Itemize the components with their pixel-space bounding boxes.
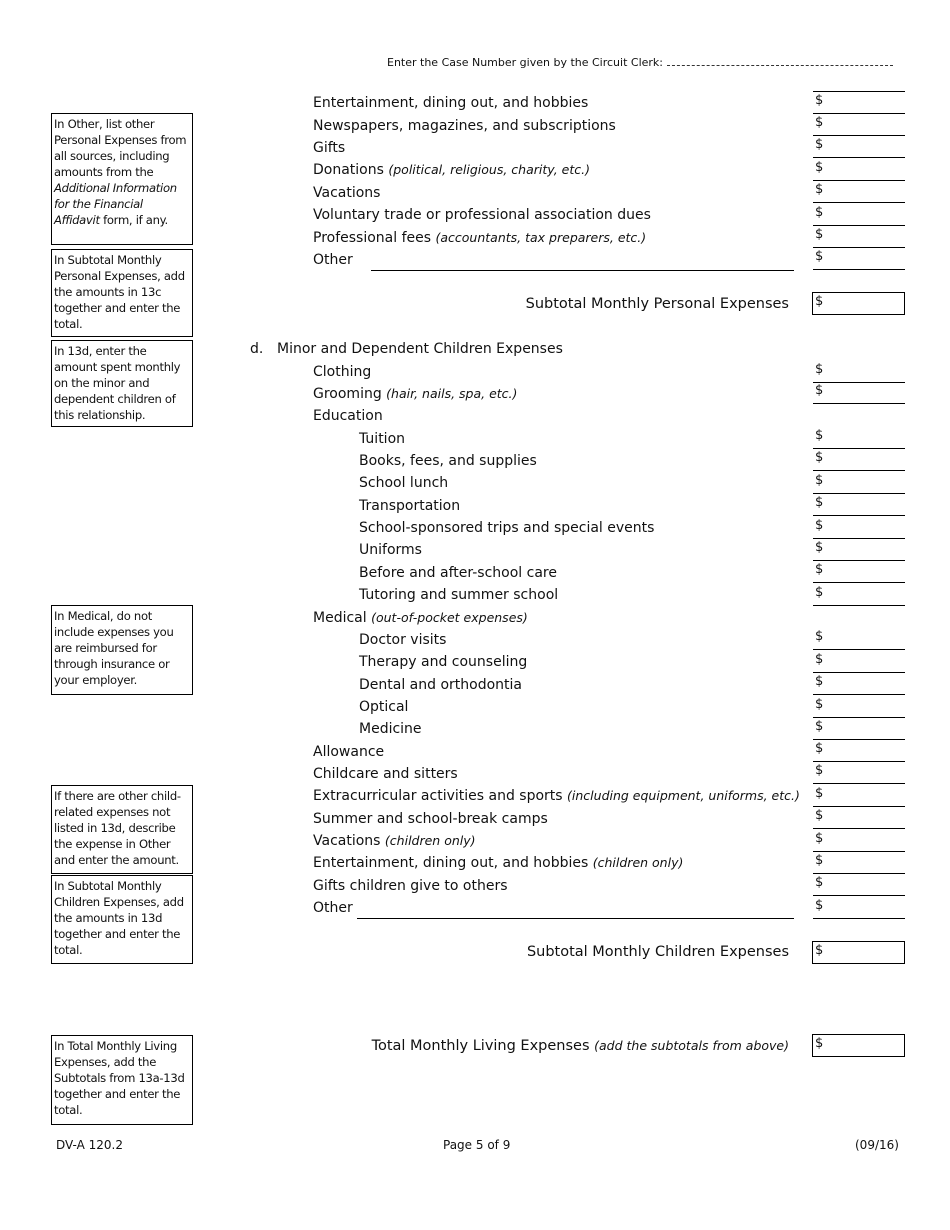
amount-therapy[interactable]: $ (813, 651, 905, 673)
label-other-children: Other (313, 900, 353, 916)
note-subtotal-children: In Subtotal Monthly Children Expenses, add the amounts in 13d together and enter the total. (51, 875, 193, 964)
amount-afterschool-care[interactable]: $ (813, 561, 905, 583)
amount-uniforms[interactable]: $ (813, 539, 905, 561)
amount-child-entertainment[interactable]: $ (813, 852, 905, 874)
other-children-description-field[interactable] (357, 917, 794, 919)
subtotal-children-label: Subtotal Monthly Children Expenses (526, 944, 789, 960)
label-clothing: Clothing (313, 364, 372, 380)
subtotal-personal-amount[interactable]: $ (812, 292, 905, 315)
label-dental: Dental and orthodontia (359, 677, 522, 693)
label-medicine: Medicine (359, 721, 422, 737)
label-other-personal: Other (313, 252, 353, 268)
label-school-trips: School-sponsored trips and special events (359, 520, 655, 536)
amount-other-personal[interactable]: $ (813, 248, 905, 270)
amount-professional-fees[interactable]: $ (813, 226, 905, 248)
amount-medicine[interactable]: $ (813, 718, 905, 740)
label-gifts: Gifts (313, 140, 346, 156)
case-number-prompt (387, 55, 893, 69)
amount-child-gifts[interactable]: $ (813, 874, 905, 896)
amount-clothing[interactable]: $ (813, 361, 905, 383)
label-donations: Donations (political, religious, charity, etc.) (313, 162, 590, 178)
label-newspapers: Newspapers, magazines, and subscriptions (313, 118, 616, 134)
amount-books[interactable]: $ (813, 449, 905, 471)
label-medical: Medical (out-of-pocket expenses) (313, 610, 528, 626)
other-personal-description-field[interactable] (371, 269, 794, 271)
section-d-title: Minor and Dependent Children Expenses (277, 341, 563, 357)
case-number-field[interactable] (667, 55, 893, 66)
form-id: DV-A 120.2 (56, 1138, 123, 1152)
amount-tuition[interactable]: $ (813, 427, 905, 449)
note-children-13d: In 13d, enter the amount spent monthly on the minor and dependent children of this relationship. (51, 340, 193, 427)
amount-dental[interactable]: $ (813, 673, 905, 695)
label-child-vacations: Vacations (children only) (313, 833, 476, 849)
amount-allowance[interactable]: $ (813, 740, 905, 762)
amount-gifts[interactable]: $ (813, 136, 905, 158)
form-revision: (09/16) (855, 1138, 899, 1152)
label-books: Books, fees, and supplies (359, 453, 537, 469)
amount-association-dues[interactable]: $ (813, 204, 905, 226)
label-therapy: Therapy and counseling (359, 654, 528, 670)
note-other-child: If there are other child-related expenses not listed in 13d, describe the expense in Other and enter the amount. (51, 785, 193, 874)
label-doctor-visits: Doctor visits (359, 632, 447, 648)
note-other-personal: In Other, list other Personal Expenses from all sources, including amounts from the Additional Information for the Financial Affidavit form, if any. (51, 113, 193, 245)
label-optical: Optical (359, 699, 409, 715)
amount-tutoring[interactable]: $ (813, 584, 905, 606)
amount-camps[interactable]: $ (813, 807, 905, 829)
note-total-living: In Total Monthly Living Expenses, add the Subtotals from 13a-13d together and enter the total. (51, 1035, 193, 1125)
note-subtotal-personal: In Subtotal Monthly Personal Expenses, add the amounts in 13c together and enter the total. (51, 249, 193, 337)
amount-extracurricular[interactable]: $ (813, 785, 905, 807)
label-entertainment: Entertainment, dining out, and hobbies (313, 95, 589, 111)
amount-childcare[interactable]: $ (813, 762, 905, 784)
amount-child-vacations[interactable]: $ (813, 830, 905, 852)
section-d-letter: d. (250, 341, 264, 357)
label-extracurricular: Extracurricular activities and sports (including equipment, uniforms, etc.) (313, 788, 800, 804)
amount-school-lunch[interactable]: $ (813, 472, 905, 494)
amount-optical[interactable]: $ (813, 696, 905, 718)
label-child-gifts: Gifts children give to others (313, 878, 508, 894)
case-number-label: Enter the Case Number given by the Circuit Clerk: (387, 56, 663, 69)
label-afterschool-care: Before and after-school care (359, 565, 557, 581)
amount-grooming[interactable]: $ (813, 382, 905, 404)
amount-donations[interactable]: $ (813, 159, 905, 181)
amount-entertainment[interactable]: $ (813, 92, 905, 114)
label-child-entertainment: Entertainment, dining out, and hobbies (children only) (313, 855, 684, 871)
amount-transportation[interactable]: $ (813, 494, 905, 516)
amount-doctor-visits[interactable]: $ (813, 628, 905, 650)
label-vacations: Vacations (313, 185, 381, 201)
label-camps: Summer and school-break camps (313, 811, 548, 827)
amount-other-children[interactable]: $ (813, 897, 905, 919)
label-grooming: Grooming (hair, nails, spa, etc.) (313, 386, 518, 402)
label-tutoring: Tutoring and summer school (359, 587, 559, 603)
total-living-amount[interactable]: $ (812, 1034, 905, 1057)
page-number: Page 5 of 9 (443, 1138, 511, 1152)
amount-school-trips[interactable]: $ (813, 517, 905, 539)
subtotal-children-amount[interactable]: $ (812, 941, 905, 964)
amount-newspapers[interactable]: $ (813, 114, 905, 136)
label-education: Education (313, 408, 383, 424)
note-medical: In Medical, do not include expenses you are reimbursed for through insurance or your employer. (51, 605, 193, 695)
label-transportation: Transportation (359, 498, 461, 514)
label-professional-fees: Professional fees (accountants, tax preparers, etc.) (313, 230, 647, 246)
label-uniforms: Uniforms (359, 542, 422, 558)
label-childcare: Childcare and sitters (313, 766, 458, 782)
total-living-label: Total Monthly Living Expenses (add the subtotals from above) (371, 1038, 789, 1054)
amount-vacations[interactable]: $ (813, 181, 905, 203)
subtotal-personal-label: Subtotal Monthly Personal Expenses (525, 296, 789, 312)
label-school-lunch: School lunch (359, 475, 449, 491)
label-allowance: Allowance (313, 744, 385, 760)
label-tuition: Tuition (359, 431, 406, 447)
label-association-dues: Voluntary trade or professional association dues (313, 207, 651, 223)
